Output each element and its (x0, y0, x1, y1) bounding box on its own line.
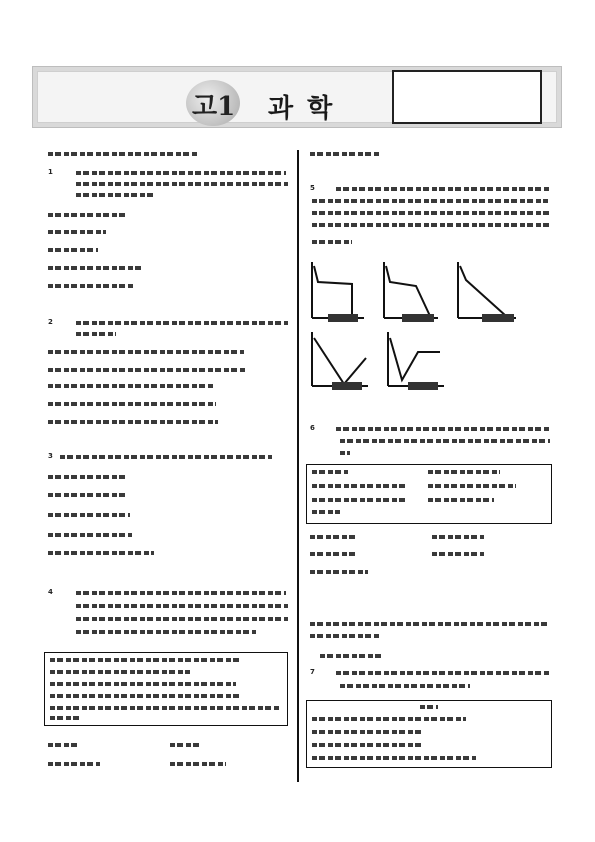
question-number: 3 (48, 452, 53, 460)
text-line (76, 604, 288, 608)
question-number: 4 (48, 588, 53, 596)
text-line (340, 451, 350, 455)
text-line (310, 622, 550, 626)
option-line (48, 284, 134, 288)
option-line (48, 493, 126, 497)
text-line (48, 152, 198, 156)
option-line (48, 533, 132, 537)
question-number: 5 (310, 184, 315, 192)
question-number: 2 (48, 318, 53, 326)
option-line (310, 570, 368, 574)
subject-title: 과학 (268, 94, 347, 124)
option-line (48, 475, 126, 479)
option-line (432, 552, 484, 556)
text-line (76, 630, 256, 634)
option-line (48, 350, 244, 354)
box-line (312, 730, 424, 734)
question-4-box (44, 652, 288, 726)
graph-option-2 (378, 258, 442, 328)
option-line (48, 248, 98, 252)
question-number: 1 (48, 168, 53, 176)
option-line (48, 213, 126, 217)
box-line (428, 470, 500, 474)
graph-option-4 (306, 328, 372, 394)
option-line (48, 551, 154, 555)
box-line (312, 756, 476, 760)
text-line (336, 427, 550, 431)
text-line (76, 332, 116, 336)
option-line (48, 384, 214, 388)
box-line (50, 670, 190, 674)
option-line (48, 762, 100, 766)
option-line (48, 420, 218, 424)
box-line (50, 694, 240, 698)
box-line (50, 716, 80, 720)
text-line (76, 171, 286, 175)
text-line (60, 455, 272, 459)
option-line (170, 743, 200, 747)
question-number: 6 (310, 424, 315, 432)
text-line (336, 187, 550, 191)
graph-option-3 (452, 258, 522, 328)
text-line (312, 223, 550, 227)
box-line (50, 706, 280, 710)
graph-option-1 (306, 258, 368, 328)
option-line (48, 743, 78, 747)
box-line (428, 498, 494, 502)
box-line (312, 470, 348, 474)
option-line (48, 230, 106, 234)
text-line (340, 684, 470, 688)
option-line (48, 513, 130, 517)
text-line (340, 439, 550, 443)
grade-label: 고1 (192, 92, 236, 122)
option-line (310, 535, 356, 539)
text-line (336, 671, 550, 675)
box-line (312, 743, 422, 747)
text-line (76, 193, 156, 197)
text-line (320, 654, 384, 658)
text-line (76, 182, 288, 186)
option-line (48, 266, 144, 270)
text-line (310, 152, 380, 156)
option-line (310, 552, 356, 556)
box-line (50, 682, 236, 686)
box-line (312, 484, 408, 488)
text-line (312, 199, 548, 203)
text-line (76, 617, 288, 621)
option-line (170, 762, 226, 766)
text-line (310, 634, 380, 638)
text-line (76, 321, 288, 325)
box-line (428, 484, 516, 488)
score-box (392, 70, 542, 124)
option-line (432, 535, 484, 539)
box-line (50, 658, 240, 662)
text-line (312, 211, 550, 215)
column-divider (297, 150, 299, 782)
box-line (312, 510, 340, 514)
question-number: 7 (310, 668, 315, 676)
graph-option-5 (382, 328, 448, 394)
text-line (76, 591, 286, 595)
option-line (48, 368, 246, 372)
text-line (312, 240, 352, 244)
box-line (312, 498, 408, 502)
box-heading (420, 705, 438, 709)
box-line (312, 717, 466, 721)
option-line (48, 402, 216, 406)
